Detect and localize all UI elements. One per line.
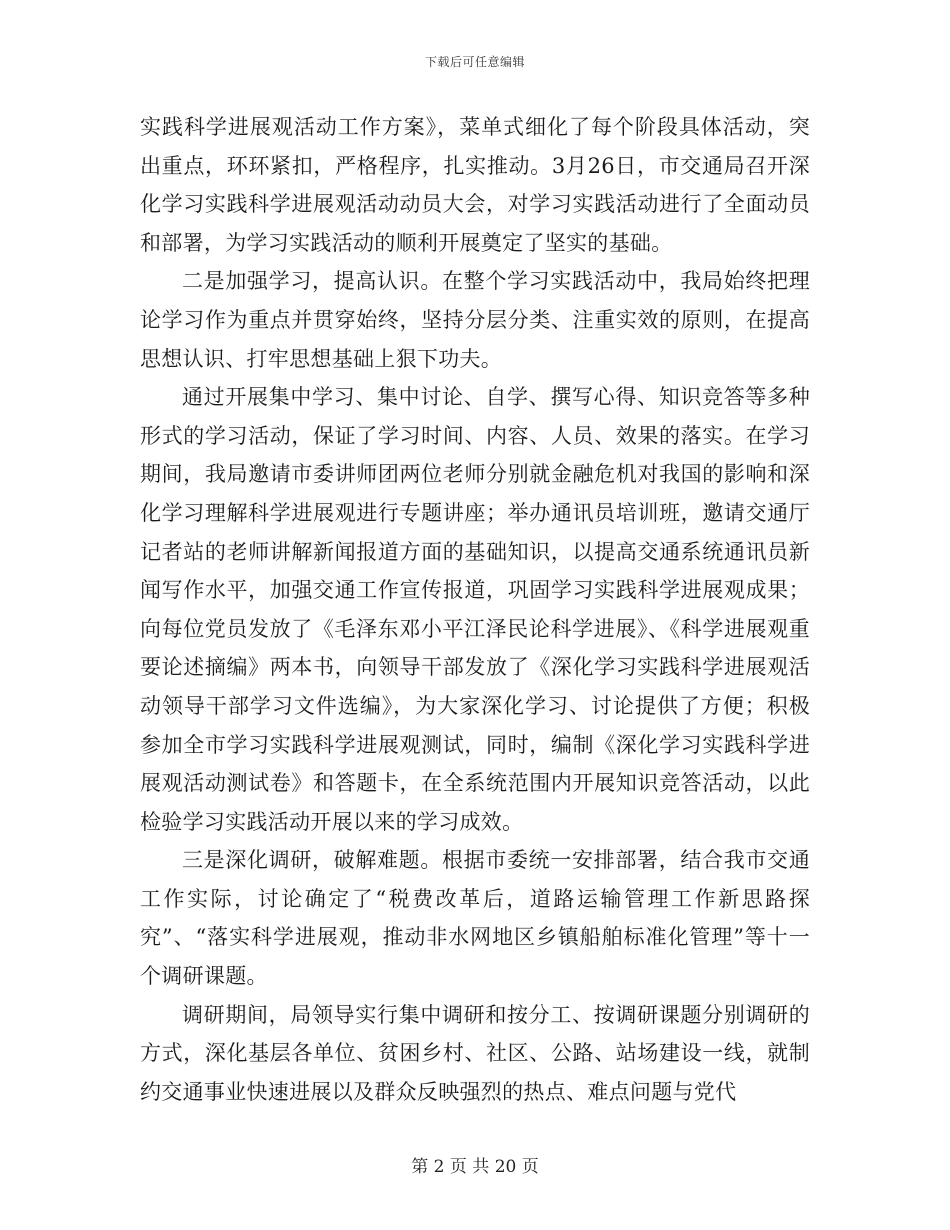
paragraph-4: 三是深化调研，破解难题。根据市委统一安排部署，结合我市交通工作实际，讨论确定了“税费改革后，道路运输管理工作新思路探究”、“落实科学进展观，推动非水网地区乡镇船舶标准化管理”等十一个调研课题。 — [140, 848, 810, 989]
paragraph-5: 调研期间，局领导实行集中调研和按分工、按调研课题分别调研的方式，深化基层各单位、贫困乡村、社区、公路、站场建设一线，就制约交通事业快速进展以及群众反映强烈的热点、难点问题与党代 — [140, 1002, 810, 1104]
document-body — [140, 108, 810, 1111]
page-header: 下载后可任意编辑 — [424, 55, 525, 69]
page-number-footer: 第 2 页 共 20 页 — [411, 1157, 539, 1177]
paragraph-3: 通过开展集中学习、集中讨论、自学、撰写心得、知识竞答等多种形式的学习活动，保证了学习时间、内容、人员、效果的落实。在学习期间，我局邀请市委讲师团两位老师分别就金融危机对我国的影响和深化学习理解科学进展观进行专题讲座；举办通讯员培训班，邀请交通厅记者站的老师讲解新闻报道方面的基础知识，以提高交通系统通讯员新闻写作水平，加强交通工作宣传报道，巩固学习实践科学进展观成果；向每位党员发放了《毛泽东邓小平江泽民论科学进展》、《科学进展观重要论述摘编》两本书，向领导干部发放了《深化学习实践科学进展观活动领导干部学习文件选编》，为大家深化学习、讨论提供了方便；积极参加全市学习实践科学进展观测试，同时，编制《深化学习实践科学进展观活动测试卷》和答题卡，在全系统范围内开展知识竞答活动，以此检验学习实践活动开展以来的学习成效。 — [140, 385, 810, 834]
paragraph-2: 二是加强学习，提高认识。在整个学习实践活动中，我局始终把理论学习作为重点并贯穿始终，坚持分层分类、注重实效的原则，在提高思想认识、打牢思想基础上狠下功夫。 — [140, 269, 810, 371]
paragraph-1: 实践科学进展观活动工作方案》，菜单式细化了每个阶段具体活动，突出重点，环环紧扣，严格程序，扎实推动。3月26日，市交通局召开深化学习实践科学进展观活动动员大会，对学习实践活动进行了全面动员和部署，为学习实践活动的顺利开展奠定了坚实的基础。 — [140, 115, 810, 255]
